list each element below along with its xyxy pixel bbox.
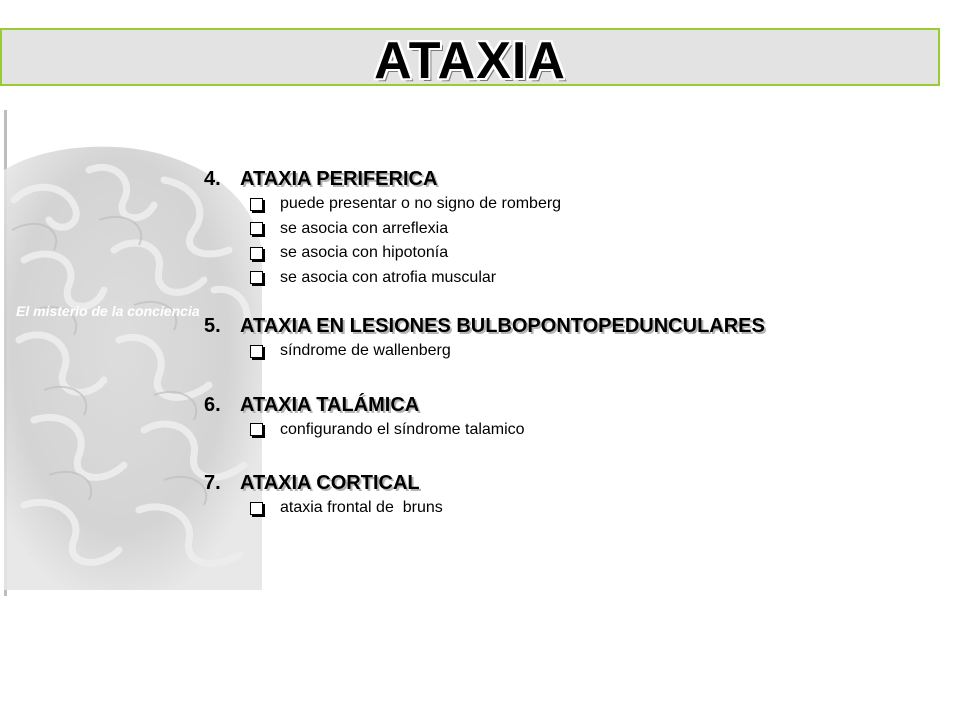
section-cortical <box>204 470 924 521</box>
section-title: ATAXIA CORTICAL <box>240 472 420 494</box>
list-item-text: síndrome de wallenberg <box>280 342 451 359</box>
list-item <box>250 266 924 291</box>
section-number: 7. <box>204 472 221 494</box>
list-item-text: ataxia frontal de bruns <box>280 499 443 516</box>
checkbox-bullet-icon <box>250 502 263 515</box>
content-list <box>204 166 924 521</box>
list-item-text: se asocia con arreflexia <box>280 219 449 237</box>
title-banner <box>0 28 940 90</box>
bullet-list <box>204 339 924 364</box>
section-number: 5. <box>204 315 221 337</box>
list-item <box>250 418 924 443</box>
list-item-text: configurando el síndrome talamico <box>280 420 525 438</box>
checkbox-bullet-icon <box>250 271 263 284</box>
checkbox-bullet-icon <box>250 247 263 260</box>
list-item <box>250 241 924 266</box>
checkbox-bullet-icon <box>250 423 263 436</box>
section-bulbopontopeduncular <box>204 313 924 364</box>
checkbox-bullet-icon <box>250 345 263 358</box>
section-number: 4. <box>204 168 221 190</box>
section-title: ATAXIA TALÁMICA <box>240 393 420 416</box>
section-thalamic <box>204 392 924 443</box>
bullet-list <box>204 192 924 290</box>
section-heading <box>204 313 924 339</box>
list-item-text: se asocia con hipotonía <box>280 244 449 261</box>
checkbox-bullet-icon <box>250 222 263 235</box>
section-peripheral <box>204 166 924 290</box>
list-item <box>250 192 924 217</box>
list-item <box>250 339 924 364</box>
list-item-text: puede presentar o no signo de romberg <box>280 195 562 212</box>
section-title: ATAXIA EN LESIONES BULBOPONTOPEDUNCULARES <box>240 315 765 337</box>
list-item <box>250 496 924 521</box>
section-heading <box>204 392 924 418</box>
checkbox-bullet-icon <box>250 198 263 211</box>
image-caption: El misterio de la conciencia <box>16 303 200 319</box>
section-heading <box>204 166 924 192</box>
list-item <box>250 217 924 242</box>
list-item-text: se asocia con atrofia muscular <box>280 268 497 286</box>
section-title: ATAXIA PERIFERICA <box>240 168 438 190</box>
section-heading <box>204 470 924 496</box>
bullet-list <box>204 496 924 521</box>
bullet-list <box>204 418 924 443</box>
section-number: 6. <box>204 393 221 416</box>
slide-title: ATAXIA <box>374 32 566 90</box>
